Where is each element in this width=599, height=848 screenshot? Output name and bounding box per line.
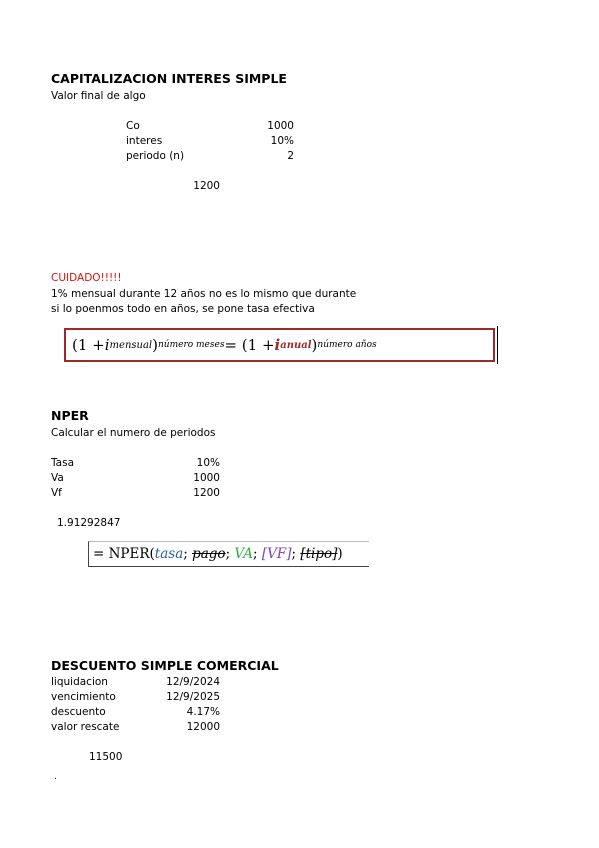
interes-value: 10%	[270, 135, 294, 147]
nper-subtitle: Calcular el numero de periodos	[51, 427, 216, 439]
nper-sep-3: ;	[253, 546, 262, 562]
nper-result: 1.91292847	[57, 517, 121, 529]
nper-sep-1: ;	[183, 546, 193, 562]
valor-rescate-value: 12000	[186, 721, 220, 733]
formula-close-1: )	[152, 336, 158, 354]
tasa-value: 10%	[196, 457, 220, 469]
interes-label: interes	[126, 135, 163, 147]
nper-arg-vf: [VF]	[261, 546, 292, 562]
tasa-label: Tasa	[51, 457, 75, 469]
capitalizacion-title: CAPITALIZACION INTERES SIMPLE	[51, 71, 287, 86]
nper-formula	[88, 541, 369, 567]
nper-arg-va: VA	[234, 546, 253, 562]
va-value: 1000	[193, 472, 220, 484]
cuidado-warning: CUIDADO!!!!!	[51, 272, 122, 284]
nper-arg-tipo: [tipo]	[300, 546, 338, 562]
cuidado-line-1: 1% mensual durante 12 años no es lo mismo que durante	[51, 288, 357, 300]
cell-divider	[497, 326, 498, 364]
nper-arg-pago: pago	[192, 546, 226, 562]
nper-arg-tasa: tasa	[154, 546, 184, 562]
co-value: 1000	[267, 120, 294, 132]
tasa-efectiva-formula	[64, 328, 495, 362]
capitalizacion-result: 1200	[193, 180, 220, 192]
vencimiento-value: 12/9/2025	[166, 691, 220, 703]
stray-dot: .	[54, 772, 57, 782]
formula-i-mensual: i	[104, 336, 110, 354]
valor-rescate-label: valor rescate	[51, 721, 120, 733]
capitalizacion-subtitle: Valor final de algo	[51, 90, 146, 102]
formula-open: (1 +	[72, 336, 105, 354]
formula-sup-anos: número años	[317, 340, 377, 350]
descuento-label: descuento	[51, 706, 106, 718]
periodo-value: 2	[287, 150, 294, 162]
formula-sub-anual: anual	[280, 339, 312, 351]
nper-title: NPER	[51, 408, 89, 423]
nper-formula-prefix: = NPER(	[93, 546, 155, 562]
liquidacion-value: 12/9/2024	[166, 676, 220, 688]
vencimiento-label: vencimiento	[51, 691, 116, 703]
formula-sup-meses: número meses	[157, 340, 225, 350]
nper-sep-2: ;	[225, 546, 235, 562]
formula-close-2: )	[311, 336, 318, 354]
nper-sep-4: ;	[291, 546, 301, 562]
periodo-label: periodo (n)	[126, 150, 185, 162]
descuento-result: 11500	[89, 751, 123, 763]
cuidado-line-2: si lo poenmos todo en años, se pone tasa efectiva	[51, 303, 315, 315]
descuento-value: 4.17%	[186, 706, 220, 718]
formula-i-anual: i	[274, 336, 281, 354]
va-label: Va	[51, 472, 64, 484]
formula-equals: = (1 +	[224, 336, 275, 354]
vf-label: Vf	[51, 487, 62, 499]
liquidacion-label: liquidacion	[51, 676, 108, 688]
co-label: Co	[126, 120, 140, 132]
formula-sub-mensual: mensual	[109, 339, 153, 351]
nper-formula-suffix: )	[337, 546, 343, 562]
descuento-title: DESCUENTO SIMPLE COMERCIAL	[51, 658, 279, 673]
vf-value: 1200	[193, 487, 220, 499]
